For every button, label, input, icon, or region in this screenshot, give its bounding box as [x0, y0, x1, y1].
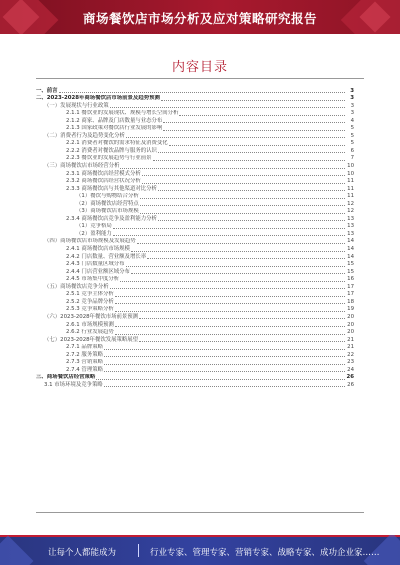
toc-entry-text: （1）餐饮与购物结合分析	[76, 193, 139, 200]
toc-entry-page: 3	[350, 110, 354, 117]
toc-entry[interactable]	[36, 321, 354, 329]
toc-entry-page: 14	[347, 238, 354, 245]
toc-leader-dots	[104, 363, 345, 365]
toc-leader-dots	[169, 144, 345, 146]
toc-entry-page: 22	[347, 351, 354, 358]
toc-leader-dots	[158, 151, 345, 153]
toc-entry-text: 2.3.3 商场餐饮店与其他渠道对比分析	[66, 185, 157, 192]
toc-entry[interactable]	[36, 313, 354, 321]
toc-leader-dots	[104, 370, 345, 372]
toc-entry-page: 3	[350, 87, 354, 94]
toc-entry-page: 3	[350, 102, 354, 109]
toc-leader-dots	[115, 325, 345, 327]
toc-leader-dots	[115, 295, 345, 297]
toc-entry-text: 2.5.2 竞争品牌分析	[66, 298, 114, 305]
toc-entry[interactable]	[36, 215, 354, 223]
toc-entry[interactable]	[36, 336, 354, 344]
toc-entry[interactable]	[36, 298, 354, 306]
toc-entry[interactable]	[36, 230, 354, 238]
toc-leader-dots	[140, 197, 345, 199]
toc-entry-page: 21	[347, 344, 354, 351]
toc-entry-page: 24	[347, 366, 354, 373]
toc-entry-text: 2.7.3 营销策略	[66, 359, 103, 366]
toc-entry-text: 2.5.1 竞争主体分析	[66, 291, 114, 298]
toc-entry[interactable]	[36, 329, 354, 337]
toc-entry[interactable]	[36, 170, 354, 178]
toc-entry-text: 2.6.1 市场规模预测	[66, 321, 114, 328]
toc-entry-page: 12	[347, 200, 354, 207]
toc-leader-dots	[131, 272, 345, 274]
toc-entry-page: 10	[347, 163, 354, 170]
toc-entry-text: （2）商场餐饮店经营特点	[76, 200, 139, 207]
toc-entry-text: 2.1.2 商家、品牌及门店数量与业态分布	[66, 117, 163, 124]
toc-leader-dots	[104, 348, 345, 350]
toc-bottom-rule	[36, 512, 364, 513]
toc-entry-page: 15	[347, 268, 354, 275]
toc-entry-page: 20	[347, 329, 354, 336]
toc-entry-page: 17	[347, 283, 354, 290]
toc-heading: 内容目录	[171, 60, 228, 75]
toc-entry-text: 2.1.3 国家政策对餐饮店行业发展的影响	[66, 125, 163, 132]
footer-divider	[138, 544, 139, 557]
toc-entry-text: 2.3.4 商场餐饮店竞争及盈利能力分析	[66, 215, 157, 222]
toc-entry-text: （七）2023-2028年餐饮发展策略展望	[44, 336, 139, 343]
toc-entry[interactable]	[36, 381, 354, 389]
toc-entry-page: 23	[347, 359, 354, 366]
toc-leader-dots	[120, 280, 345, 282]
toc-leader-dots	[96, 378, 345, 380]
toc-entry[interactable]	[36, 132, 354, 140]
toc-leader-dots	[147, 257, 345, 259]
toc-entry-page: 11	[347, 178, 354, 185]
footer-roles: 行业专家、管理专家、营销专家、战略专家、成功企业家……	[150, 548, 380, 558]
toc-entry-page: 19	[347, 306, 354, 313]
toc-entry[interactable]	[36, 366, 354, 374]
toc-entry[interactable]	[36, 291, 354, 299]
toc-entry[interactable]	[36, 147, 354, 155]
toc-leader-dots	[142, 174, 345, 176]
toc-entry-text: 2.4.5 市场集中度分析	[66, 276, 120, 283]
toc-entry-page: 18	[347, 298, 354, 305]
toc-entry-text: （二）消费者行为及趋势变化分析	[44, 132, 125, 139]
toc-leader-dots	[163, 121, 345, 123]
toc-entry-text: 2.4.3 门店数量区域分布	[66, 261, 125, 268]
toc-entry-page: 11	[347, 193, 354, 200]
toc-entry[interactable]	[36, 193, 354, 201]
toc-leader-dots	[104, 385, 345, 387]
toc-entry-text: （三）商场餐饮店市场经营分析	[44, 163, 120, 170]
toc-entry-page: 17	[347, 291, 354, 298]
toc-entry-text: 2.4.4 门店营业额区域分布	[66, 268, 130, 275]
toc-entry-text: 2.7.2 服务策略	[66, 351, 103, 358]
toc-leader-dots	[113, 227, 345, 229]
toc-entry-page: 11	[347, 185, 354, 192]
toc-entry-page: 20	[347, 321, 354, 328]
footer-accent-bar	[0, 535, 400, 537]
toc-leader-dots	[139, 340, 345, 342]
footer-banner	[0, 535, 400, 565]
toc-entry-page: 14	[347, 246, 354, 253]
toc-entry[interactable]	[36, 140, 354, 148]
toc-entry[interactable]	[36, 223, 354, 231]
toc-entry-text: （四）商场餐饮店市场规模及发展趋势	[44, 238, 136, 245]
toc-leader-dots	[179, 114, 345, 116]
toc-entry-page: 26	[346, 374, 354, 381]
toc-entry-text: 2.7.4 管理策略	[66, 366, 103, 373]
toc-entry-text: 2.5.3 竞争策略分析	[66, 306, 114, 313]
toc-entry-page: 14	[347, 253, 354, 260]
toc-leader-dots	[115, 310, 345, 312]
toc-entry-page: 13	[347, 230, 354, 237]
toc-entry-text: 2.2.2 消费者对餐饮品牌与服务的认识	[66, 147, 157, 154]
toc-entry-page: 7	[350, 155, 354, 162]
toc-entry[interactable]	[36, 351, 354, 359]
toc-entry-text: 3.1 市场环境及竞争策略	[44, 381, 103, 388]
toc-entry-text: 2.2.1 消费者对餐饮的需求特征及消费变化	[66, 140, 168, 147]
footer-slogan: 让每个人都能成为	[48, 548, 117, 558]
toc-entry-text: 2.2.3 餐饮业的发展趋势与行业前景	[66, 155, 152, 162]
toc-entry-text: （1）竞争格局	[76, 223, 112, 230]
toc-entry-text: 2.7.1 品牌策略	[66, 344, 103, 351]
toc-entry[interactable]	[36, 185, 354, 193]
toc-leader-dots	[104, 355, 345, 357]
toc-leader-dots	[140, 212, 345, 214]
toc-leader-dots	[115, 333, 345, 335]
toc-leader-dots	[126, 136, 345, 138]
toc-entry[interactable]	[36, 306, 354, 314]
toc-entry-text: 2.4.1 商场餐饮店市场规模	[66, 246, 130, 253]
toc-entry-page: 15	[347, 261, 354, 268]
toc-entry-page: 3	[350, 95, 354, 102]
toc-entry-text: （3）商场餐饮店市场规模	[76, 208, 139, 215]
toc-entry[interactable]	[36, 268, 354, 276]
toc-entry[interactable]	[36, 245, 354, 253]
toc-entry[interactable]	[36, 283, 354, 291]
toc-leader-dots	[161, 99, 345, 101]
toc-entry-text: 二、2023-2028年商场餐饮店市场前景及趋势预测	[36, 95, 160, 102]
toc-leader-dots	[110, 106, 345, 108]
toc-entry-page: 10	[347, 170, 354, 177]
toc-entry-text: （五）商场餐饮店竞争分析	[44, 283, 109, 290]
toc-entry[interactable]	[36, 102, 354, 110]
toc-entry[interactable]	[36, 87, 354, 95]
toc-entry-text: 2.1.1 餐饮业的发展现状、规模与增长空间分析	[66, 110, 179, 117]
toc-entry-page: 12	[347, 208, 354, 215]
toc-entry-text: 2.3.2 商场餐饮店经营状况分析	[66, 178, 141, 185]
toc-leader-dots	[59, 91, 345, 93]
toc-entry-text: （一）发展现状与行业政策	[44, 102, 109, 109]
toc-entry[interactable]	[36, 253, 354, 261]
toc-entry[interactable]	[36, 359, 354, 367]
table-of-contents	[36, 87, 354, 389]
toc-entry[interactable]	[36, 261, 354, 269]
toc-entry[interactable]	[36, 200, 354, 208]
toc-entry[interactable]	[36, 178, 354, 186]
toc-leader-dots	[142, 182, 345, 184]
toc-entry-text: 三、商场餐饮店经营策略	[36, 374, 96, 381]
decorative-diamond	[0, 536, 33, 565]
toc-leader-dots	[113, 234, 345, 236]
toc-leader-dots	[163, 129, 345, 131]
toc-entry[interactable]	[36, 155, 354, 163]
toc-entry-text: （2）盈利能力	[76, 230, 112, 237]
toc-entry-text: （六）2023-2028年餐饮市场前景预测	[44, 313, 139, 320]
report-title: 商场餐饮店市场分析及应对策略研究报告	[82, 11, 317, 26]
toc-leader-dots	[120, 167, 345, 169]
toc-entry[interactable]	[36, 117, 354, 125]
toc-entry-text: 2.6.2 行业发展趋势	[66, 329, 114, 336]
toc-entry-text: 一、前言	[36, 87, 58, 94]
toc-entry-page: 5	[350, 125, 354, 132]
toc-entry[interactable]	[36, 95, 354, 103]
toc-leader-dots	[158, 219, 345, 221]
toc-entry-page: 16	[347, 276, 354, 283]
toc-leader-dots	[137, 242, 345, 244]
toc-entry-text: 2.3.1 商场餐饮店经营模式分析	[66, 170, 141, 177]
toc-entry[interactable]	[36, 110, 354, 118]
toc-entry-page: 20	[347, 313, 354, 320]
toc-entry[interactable]	[36, 344, 354, 352]
toc-entry-page: 13	[347, 215, 354, 222]
toc-leader-dots	[139, 317, 345, 319]
toc-entry-page: 6	[350, 147, 354, 154]
toc-entry-page: 4	[350, 117, 354, 124]
toc-entry-page: 21	[347, 336, 354, 343]
toc-leader-dots	[153, 159, 345, 161]
toc-leader-dots	[131, 250, 345, 252]
toc-entry[interactable]	[36, 208, 354, 216]
toc-entry[interactable]	[36, 374, 354, 382]
toc-entry-page: 13	[347, 223, 354, 230]
toc-entry[interactable]	[36, 238, 354, 246]
toc-entry-text: 2.4.2 门店数量、营业额及增长率	[66, 253, 147, 260]
toc-entry[interactable]	[36, 276, 354, 284]
header-banner	[0, 0, 400, 34]
toc-top-rule	[36, 78, 364, 79]
toc-leader-dots	[115, 302, 345, 304]
toc-entry-page: 26	[347, 381, 354, 388]
toc-leader-dots	[110, 287, 345, 289]
toc-entry[interactable]	[36, 162, 354, 170]
toc-entry-page: 5	[350, 132, 354, 139]
toc-entry[interactable]	[36, 125, 354, 133]
toc-leader-dots	[140, 204, 345, 206]
toc-entry-page: 5	[350, 140, 354, 147]
toc-leader-dots	[158, 189, 345, 191]
toc-leader-dots	[126, 265, 345, 267]
